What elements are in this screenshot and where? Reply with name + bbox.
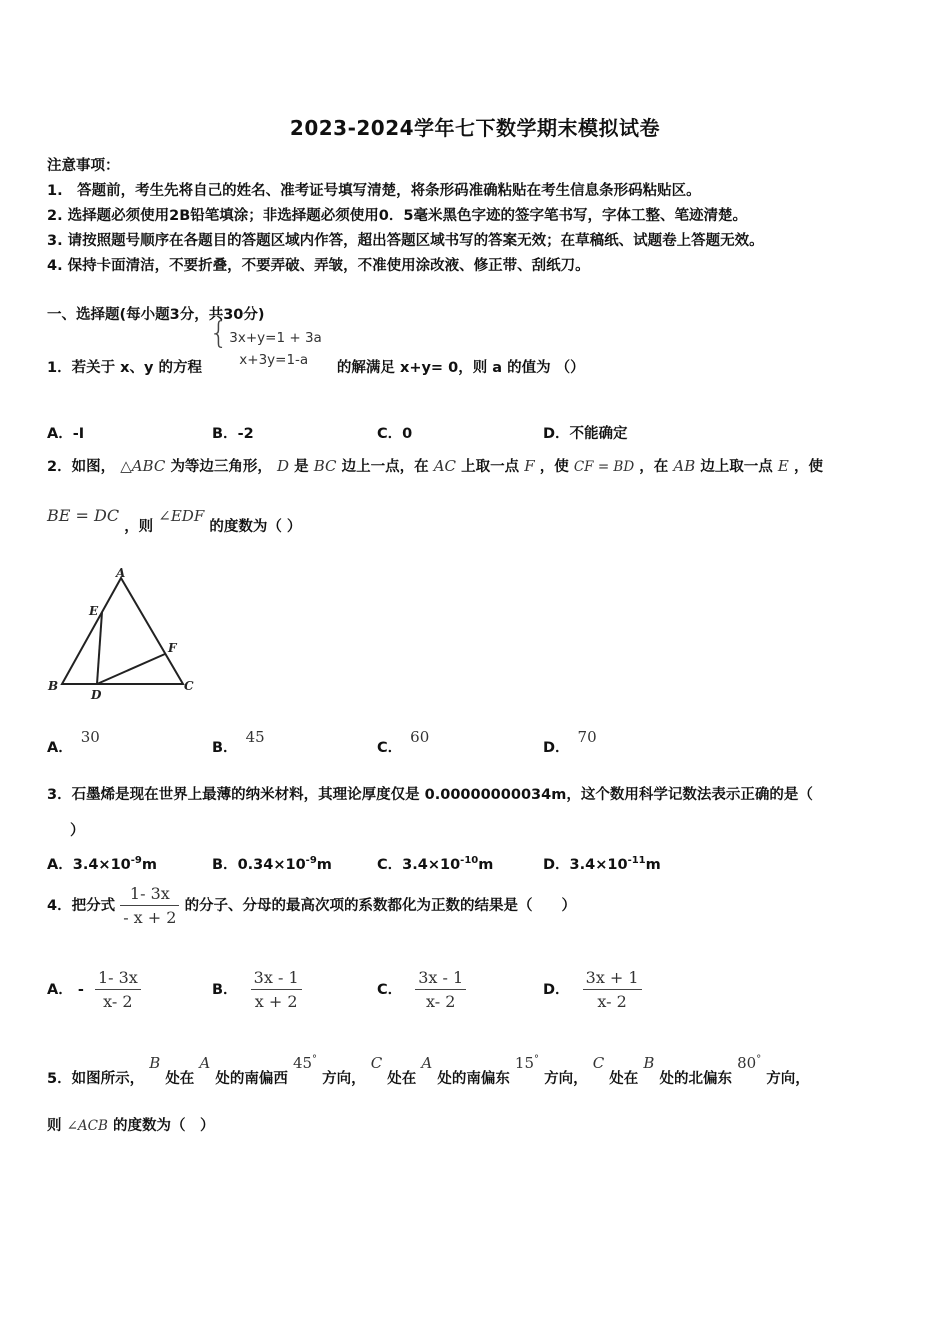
q2-option-b[interactable]: B．45 bbox=[212, 728, 265, 756]
label-c: C bbox=[184, 679, 194, 693]
q5-math-a-2: A bbox=[421, 1054, 433, 1072]
question-5-line-2: 则 ∠ACB 的度数为（ ） bbox=[47, 1118, 215, 1134]
label-a: A bbox=[116, 566, 126, 580]
q5-math-b: B bbox=[149, 1054, 161, 1072]
label-d: D bbox=[91, 688, 102, 702]
q2-option-a[interactable]: A．30 bbox=[47, 728, 100, 756]
q5-angle-15: 15° bbox=[514, 1054, 540, 1072]
q2-math-f: F bbox=[524, 457, 535, 475]
question-4: 4．把分式 $\frac{1- 3x}{- x + 2}$ 的分子、分母的最高次项的系数都化为正数的结果是（ ） bbox=[47, 884, 577, 927]
notes-heading: 注意事项： bbox=[47, 158, 120, 174]
q2-triangle-figure bbox=[44, 563, 204, 703]
note-item-3: 3. 请按照题号顺序在各题目的答题区域内作答，超出答题区域书写的答案无效；在草稿纸、试题卷上答题无效。 bbox=[47, 233, 764, 249]
question-1 bbox=[47, 316, 585, 376]
q2-math-ab: AB bbox=[673, 457, 696, 475]
question-5-line-1: 5．如图所示， B 处在 A 处的南偏西 45° 方向， C 处在 A 处的南偏东 15° 方向， C 处在 B 处的北偏东 80° 方向， bbox=[47, 1054, 810, 1087]
section-heading: 一、选择题(每小题3分，共30分) bbox=[47, 307, 265, 323]
triangle-abc bbox=[62, 578, 183, 684]
q4-option-a[interactable]: A． - $\frac{1- 3x}{x- 2}$ bbox=[47, 968, 141, 1011]
segment-df bbox=[97, 654, 165, 684]
q1-brace: { bbox=[209, 316, 229, 351]
label-b: B bbox=[48, 679, 59, 693]
q5-angle-80: 80° bbox=[737, 1054, 762, 1072]
q4-option-c[interactable]: C． $\frac{3x - 1}{x- 2}$ bbox=[377, 968, 466, 1011]
q1-option-d[interactable]: D．不能确定 bbox=[543, 426, 628, 442]
note-item-2: 2. 选择题必须使用2B铅笔填涂；非选择题必须使用0．5毫米黑色字迹的签字笔书写，字体工整、笔迹清楚。 bbox=[47, 208, 747, 224]
q3-stem-line-1: 3．石墨烯是现在世界上最薄的纳米材料，其理论厚度仅是 0.00000000034m，这个数用科学记数法表示正确的是（ bbox=[47, 787, 813, 803]
q5-math-acb: ∠ACB bbox=[66, 1118, 108, 1134]
q2-math-abc: △ABC bbox=[120, 457, 166, 475]
q5-math-c: C bbox=[370, 1054, 383, 1072]
q4-fraction: $\frac{1- 3x}{- x + 2}$ bbox=[120, 884, 179, 927]
segment-ed bbox=[97, 612, 102, 684]
q3-option-c[interactable]: C．$3.4\times 10^{-10}m$ bbox=[377, 855, 494, 873]
question-2-line-2: BE = DC ，则 ∠EDF 的度数为（ ） bbox=[47, 506, 302, 535]
q1-option-a[interactable]: A．-I bbox=[47, 426, 85, 442]
page-title: 2023-2024学年七下数学期末模拟试卷 bbox=[289, 116, 661, 140]
q5-math-b-2: B bbox=[643, 1054, 655, 1072]
q1-stem-pre: 1．若关于 x、y 的方程 bbox=[47, 360, 202, 376]
q3-option-d[interactable]: D．$3.4\times 10^{-11}m$ bbox=[543, 855, 661, 873]
q1-stem-post: 的解满足 x+y= 0，则 a 的值为 （） bbox=[336, 360, 585, 376]
q2-math-bc: BC bbox=[313, 457, 337, 475]
q3-stem-line-2: ） bbox=[70, 823, 85, 839]
q1-equation-system bbox=[209, 316, 322, 369]
label-e: E bbox=[89, 604, 99, 618]
q1-option-b[interactable]: B．-2 bbox=[212, 426, 254, 442]
q1-equation-1: 3x+y=1 + 3a bbox=[229, 330, 322, 346]
q3-option-a[interactable]: A．$3.4\times 10^{-9}m$ bbox=[47, 855, 157, 873]
note-item-4: 4. 保持卡面清洁，不要折叠，不要弄破、弄皱，不准使用涂改液、修正带、刮纸刀。 bbox=[47, 258, 590, 274]
q2-math-d: D bbox=[277, 457, 290, 475]
q1-option-c[interactable]: C．0 bbox=[377, 426, 413, 442]
q4-option-b[interactable]: B． $\frac{3x - 1}{x + 2}$ bbox=[212, 968, 302, 1011]
q2-math-be-dc: BE = DC bbox=[47, 506, 120, 525]
note-item-1: 1. 答题前，考生先将自己的姓名、准考证号填写清楚，将条形码准确粘贴在考生信息条形码粘贴区。 bbox=[47, 183, 701, 199]
q2-option-d[interactable]: D．70 bbox=[543, 728, 597, 756]
question-2-line-1: 2．如图， △ABC 为等边三角形， D 是 BC 边上一点，在 AC 上取一点 F ，使 CF = BD ，在 AB 边上取一点 E ，使 bbox=[47, 457, 823, 475]
q2-math-e: E bbox=[777, 457, 789, 475]
q5-math-c-2: C bbox=[592, 1054, 605, 1072]
q2-math-ac: AC bbox=[433, 457, 457, 475]
q1-equation-2: x+3y=1-a bbox=[239, 352, 309, 368]
q5-math-a: A bbox=[199, 1054, 211, 1072]
q3-option-b[interactable]: B．$0.34\times 10^{-9}m$ bbox=[212, 855, 332, 873]
q5-angle-45: 45° bbox=[292, 1054, 318, 1072]
q2-math-edf: ∠EDF bbox=[158, 507, 205, 525]
q4-option-d[interactable]: D． $\frac{3x + 1}{x- 2}$ bbox=[543, 968, 642, 1011]
q2-option-c[interactable]: C．60 bbox=[377, 728, 430, 756]
q2-math-cf-bd: CF = BD bbox=[573, 459, 635, 475]
label-f: F bbox=[168, 641, 177, 655]
